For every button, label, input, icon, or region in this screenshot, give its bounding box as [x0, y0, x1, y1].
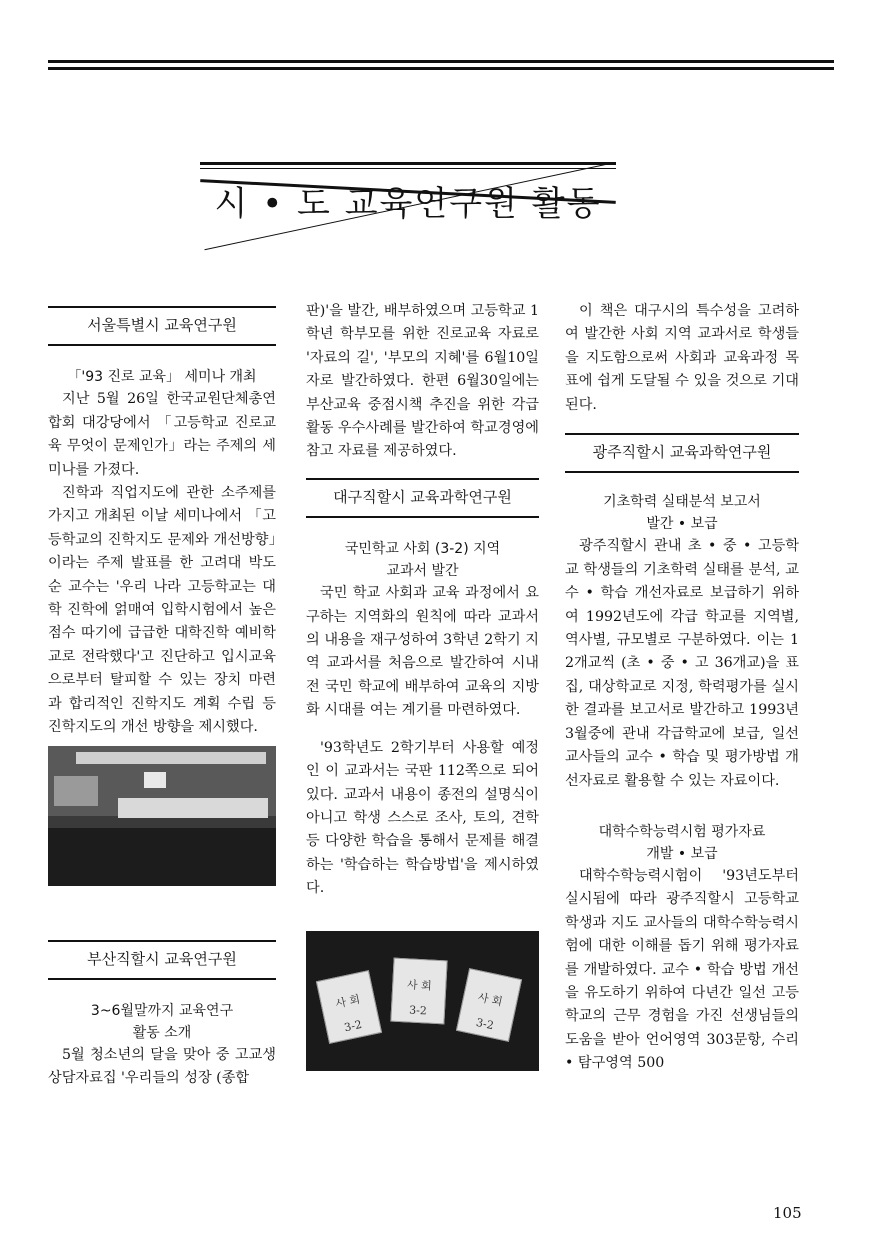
paragraph-busan-1: 5월 청소년의 달을 맞아 중 고교생 상담자료집 '우리들의 성장 (종합 [48, 1046, 276, 1087]
paragraph-gwangju-2: 대학수학능력시험이 '93년도부터 실시됨에 따라 광주직할시 고등학교 학생과 지도 교사들의 대학수학능력시험에 대한 이해를 돕기 위해 평가자료를 개발하였다. 교수 • 학습 방법 개선을 유도하기 위하여 다년간 일선 고등학교의 근무 경험을 가진 선생님들의 도움을 받아 언어영역 303문항, 수리 • 탐구영역 500 [565, 867, 799, 1072]
column-2 [306, 300, 539, 1071]
textbook-cover: 사 회 3-2 [390, 957, 447, 1024]
title-box [200, 162, 616, 236]
section-heading-daegu: 대구직할시 교육과학연구원 [306, 478, 539, 518]
seminar-photo [48, 746, 276, 886]
paragraph-seoul-2: 진학과 직업지도에 관한 소주제를 가지고 개최된 이날 세미나에서 「고등학교의 진학지도 문제와 개선방향」이라는 주제 발표를 한 고려대 박도순 교수는 '우리 나라 고등학교는 대학 진학에 얽매여 입학시험에서 높은 점수 따기에 급급한 대학진학 예비학교로 전락했다'고 진단하고 입시교육으로부터 탈피할 수 있는 장치 마련과 합리적인 진학지도 계획 수립 등 진학지도의 개선 방향을 제시했다. [48, 485, 276, 736]
column-1 [48, 300, 276, 1091]
paragraph-gwangju-1: 광주직할시 관내 초 • 중 • 고등학교 학생들의 기초학력 실태를 분석, 교수 • 학습 개선자료로 보급하기 위하여 1992년도에 각급 학교를 지역별, 역사별, 규모별로 구분하였다. 이는 12개교씩 (초 • 중 • 고 36개교)을 표집, 대상학교로 지정, 학력평가를 실시한 결과를 보고서로 발간하고 1993년 3월중에 관내 각급학교에 보급, 일선교사들의 교수 • 학습 및 평가방법 개선자료로 활용할 수 있는 자료이다. [565, 538, 799, 789]
top-double-rule [48, 60, 834, 72]
page-title: 시 • 도 교육연구원 활동 [214, 184, 602, 224]
column-3 [565, 300, 799, 1076]
paragraph-daegu-2: '93학년도 2학기부터 사용할 예정인 이 교과서는 국판 112쪽으로 되어 있다. 교과서 내용이 종전의 설명식이 아니고 학생 스스로 조사, 토의, 견학 등 다양한 학습을 통해서 문제를 해결하는 '학습하는 학습방법'을 제시하였다. [306, 739, 539, 897]
page-number: 105 [773, 1204, 802, 1222]
section-heading-seoul: 서울특별시 교육연구원 [48, 306, 276, 346]
textbook-cover: 사 회 3-2 [456, 968, 522, 1042]
paragraph-seoul-1: 지난 5월 26일 한국교원단체총연합회 대강당에서 「고등학교 진로교육 무엇이 문제인가」라는 주제의 세미나를 가졌다. [48, 391, 276, 478]
textbook-photo [306, 931, 539, 1071]
subheading-daegu-1: 국민학교 사회 (3-2) 지역 [344, 541, 501, 558]
subheading-busan-1: 3~6월말까지 교육연구 [90, 1002, 234, 1019]
paragraph-busan-1-cont: 판)'을 발간, 배부하였으며 고등학교 1학년 학부모를 위한 진로교육 자료로 '자료의 길', '부모의 지혜'를 6월10일자로 발간하였다. 한편 6월30일에는 부산교육 중점시책 추진을 위한 각급 활동 우수사례를 발간하여 학교경영에 참고 자료를 제공하였다. [306, 303, 539, 460]
subheading-gwangju-2a: 대학수학능력시험 평가자료 [598, 823, 766, 840]
subheading-daegu-2: 교과서 발간 [386, 563, 459, 580]
subheading-gwangju-1b: 발간 • 보급 [646, 516, 718, 533]
subheading-busan-2: 활동 소개 [132, 1024, 192, 1041]
paragraph-daegu-3: 이 책은 대구시의 특수성을 고려하여 발간한 사회 지역 교과서로 학생들을 지도함으로써 사회과 교육과정 목표에 쉽게 도달될 수 있을 것으로 기대된다. [565, 303, 799, 413]
subheading-gwangju-2b: 개발 • 보급 [646, 845, 718, 862]
section-heading-gwangju: 광주직할시 교육과학연구원 [565, 433, 799, 473]
subheading-gwangju-1a: 기초학력 실태분석 보고서 [603, 494, 761, 511]
paragraph-daegu-1: 국민 학교 사회과 교육 과정에서 요구하는 지역화의 원칙에 따라 교과서의 내용을 재구성하여 3학년 2학기 지역 교과서를 처음으로 발간하여 시내 전 국민 학교에 배부하여 교육의 지방화 시대를 여는 계기를 마련하였다. [306, 585, 539, 719]
textbook-cover: 사 회 3-2 [316, 970, 382, 1044]
subheading-seoul: 「'93 진로 교육」 세미나 개최 [67, 369, 257, 386]
section-heading-busan: 부산직할시 교육연구원 [48, 940, 276, 980]
